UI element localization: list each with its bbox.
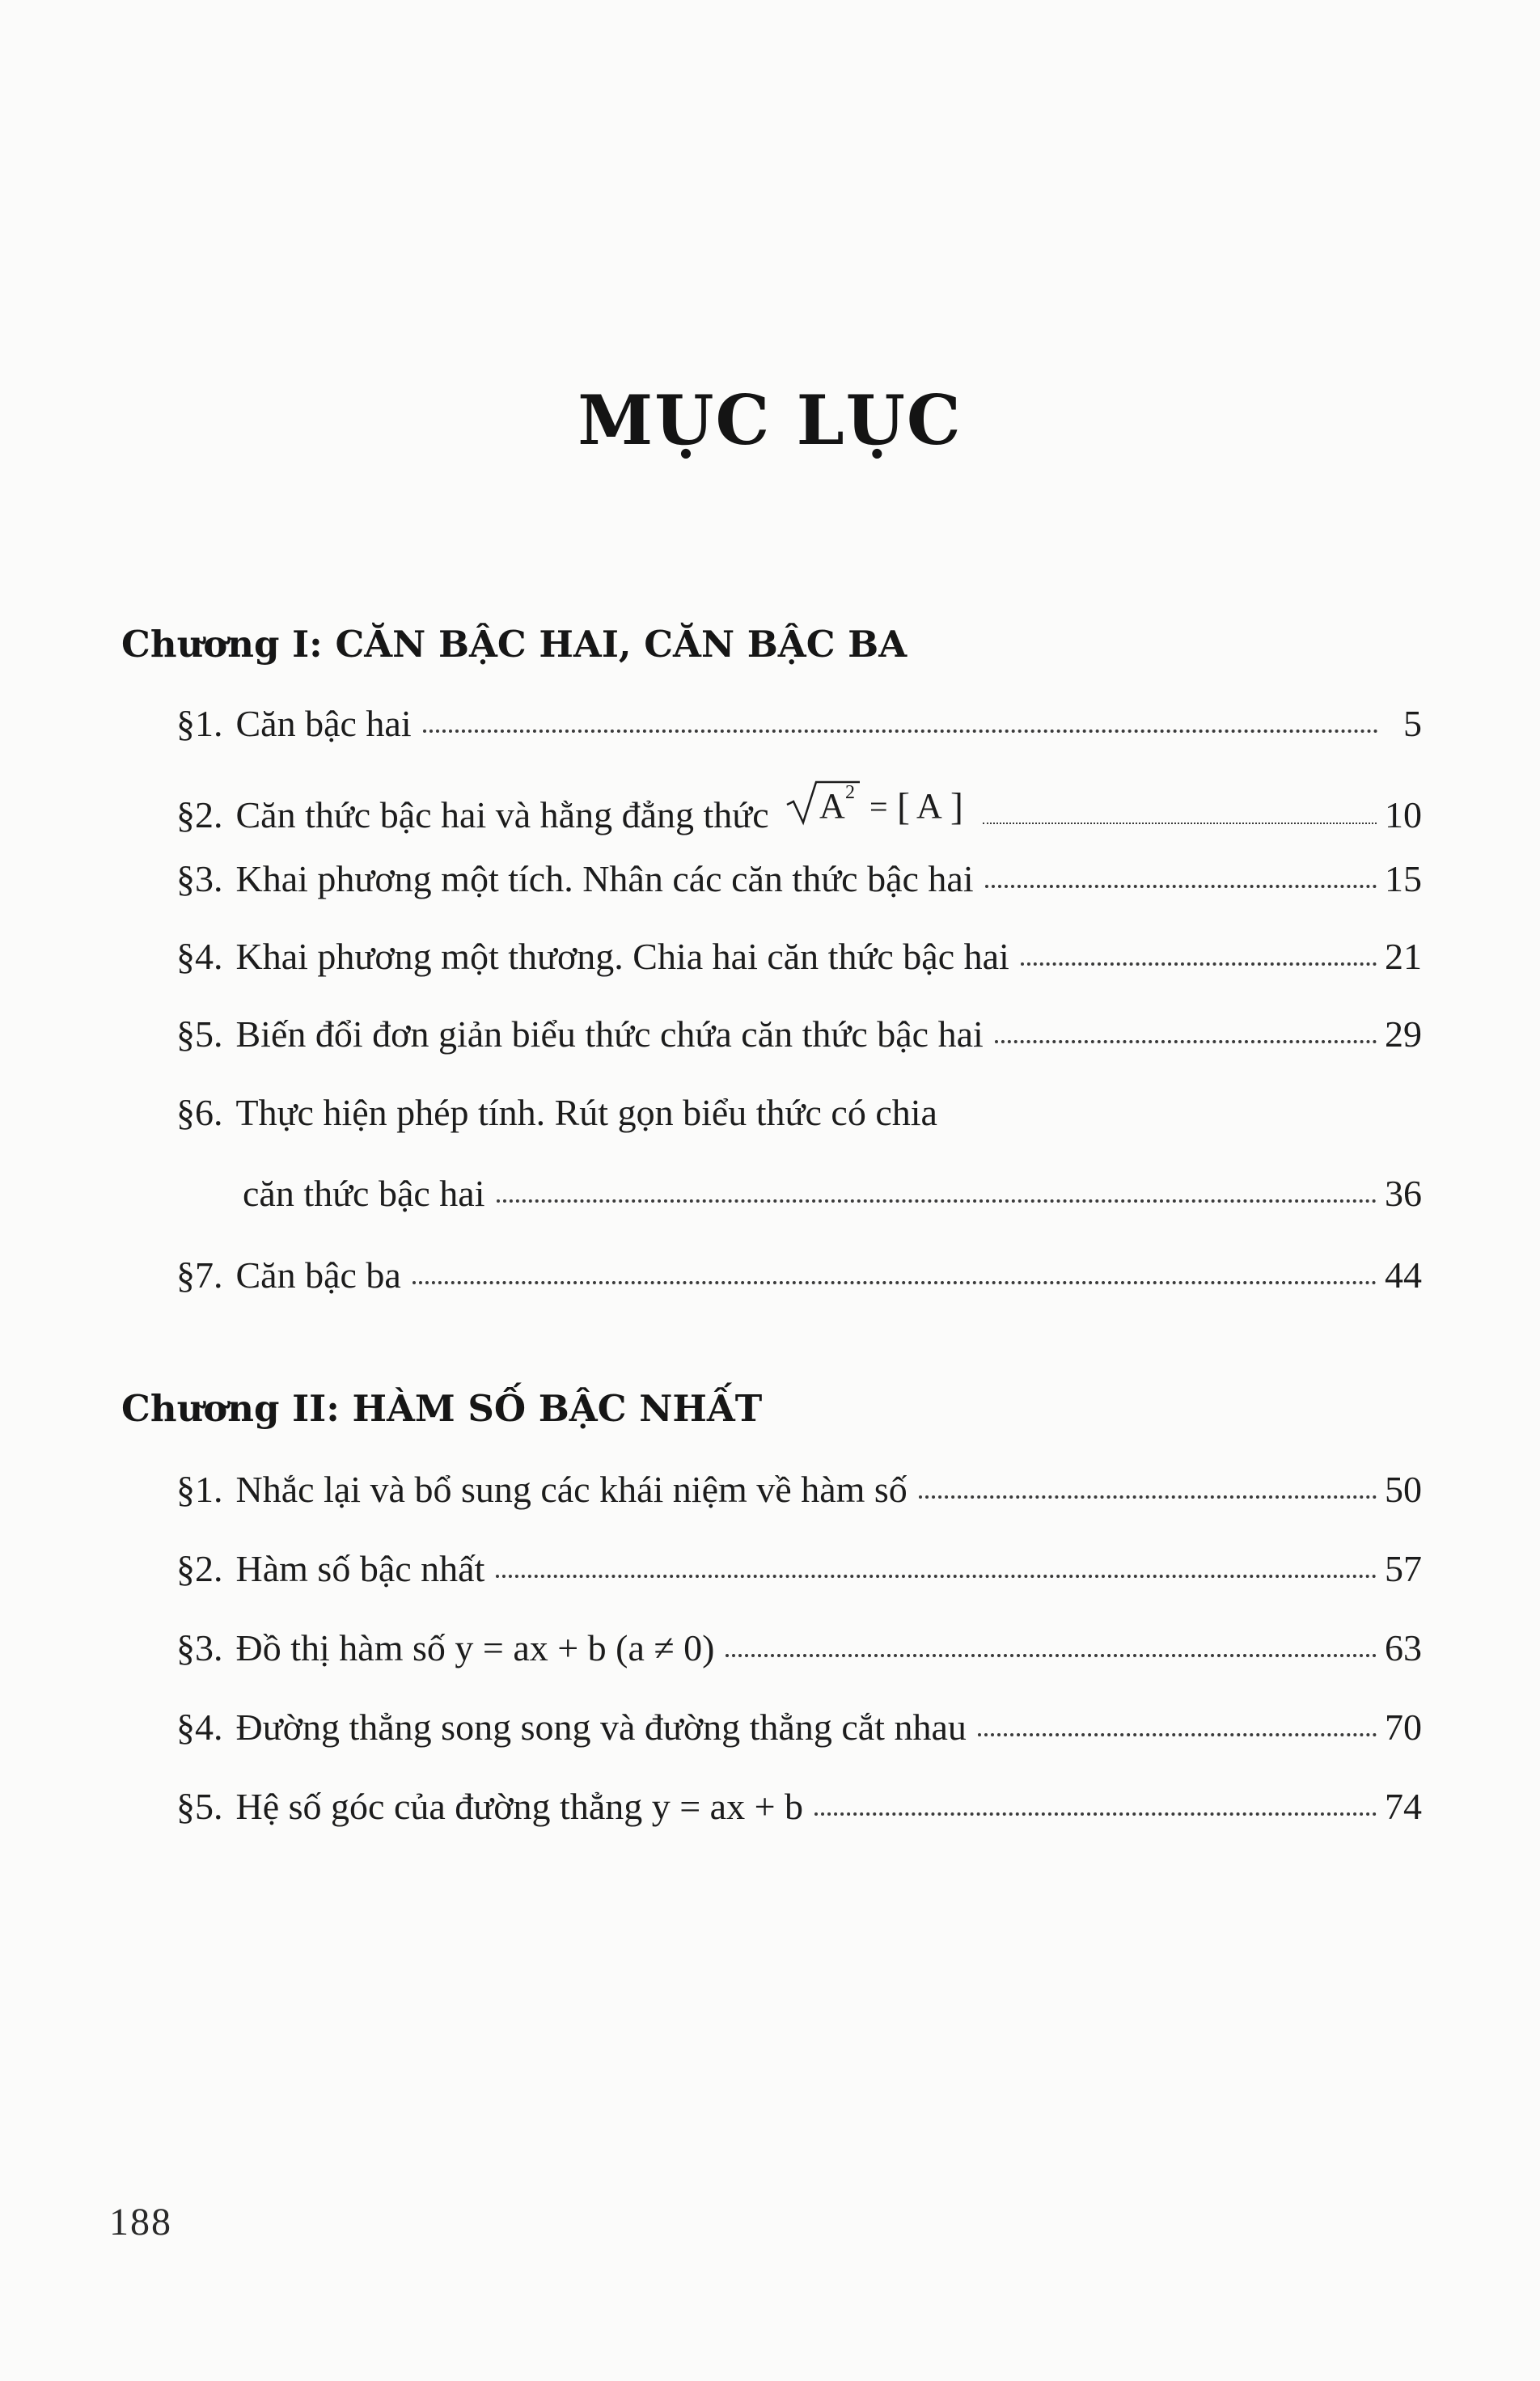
toc-entry-continuation bbox=[243, 1169, 1422, 1218]
leader-dots bbox=[978, 1732, 1377, 1736]
section-number: §2. bbox=[176, 1548, 223, 1589]
leader-dots bbox=[1021, 962, 1377, 966]
section-title: Căn bậc hai bbox=[235, 703, 412, 744]
svg-text:2: 2 bbox=[844, 782, 855, 803]
page-number: 188 bbox=[109, 2201, 172, 2244]
leader-dots bbox=[423, 729, 1378, 733]
section-number: §7. bbox=[176, 1254, 223, 1296]
section-number: §2. bbox=[176, 794, 223, 835]
toc-entry bbox=[176, 1703, 1422, 1752]
leader-dots bbox=[919, 1495, 1377, 1499]
section-title: Hàm số bậc nhất bbox=[235, 1548, 485, 1589]
section-title: Đồ thị hàm số y = ax + b (a ≠ 0) bbox=[235, 1627, 715, 1668]
chapter-heading: Chương II: HÀM SỐ BẬC NHẤT bbox=[121, 1387, 763, 1430]
section-number: §5. bbox=[176, 1786, 223, 1827]
section-title: Biến đổi đơn giản biểu thức chứa căn thức bậc hai bbox=[235, 1013, 984, 1055]
toc-entry bbox=[176, 933, 1422, 981]
leader-dots bbox=[814, 1812, 1377, 1816]
page-ref: 44 bbox=[1385, 1254, 1422, 1296]
toc-entry bbox=[176, 1465, 1422, 1514]
section-title: Căn bậc ba bbox=[235, 1254, 401, 1296]
page-title: MỤC LỤC bbox=[578, 380, 962, 460]
toc-entry bbox=[176, 1251, 1422, 1300]
svg-text:]: ] bbox=[950, 785, 963, 827]
toc-entry bbox=[176, 1783, 1422, 1831]
section-number: §6. bbox=[176, 1092, 223, 1133]
section-number: §3. bbox=[176, 858, 223, 899]
leader-dots bbox=[985, 884, 1377, 888]
section-title: Khai phương một tích. Nhân các căn thức bậc hai bbox=[235, 858, 974, 899]
leader-dots bbox=[726, 1653, 1377, 1657]
section-title: Khai phương một thương. Chia hai căn thức bậc hai bbox=[235, 936, 1009, 977]
page-ref: 70 bbox=[1385, 1706, 1422, 1748]
leader-dots bbox=[497, 1199, 1377, 1203]
formula bbox=[785, 777, 971, 827]
section-number: §1. bbox=[176, 703, 223, 744]
svg-text:A: A bbox=[916, 786, 942, 826]
section-number: §3. bbox=[176, 1627, 223, 1668]
section-title: Đường thẳng song song và đường thẳng cắt nhau bbox=[235, 1706, 967, 1748]
leader-dots bbox=[496, 1574, 1377, 1578]
section-title: Nhắc lại và bổ sung các khái niệm về hàm số bbox=[235, 1469, 908, 1510]
page-ref: 36 bbox=[1385, 1173, 1422, 1214]
page-ref: 74 bbox=[1385, 1786, 1422, 1827]
section-title-continuation: căn thức bậc hai bbox=[243, 1173, 485, 1214]
toc-entry bbox=[176, 855, 1422, 903]
sqrt-abs-formula-icon bbox=[785, 777, 971, 827]
page-ref: 57 bbox=[1385, 1548, 1422, 1589]
section-title: Căn thức bậc hai và hằng đẳng thức bbox=[235, 794, 769, 835]
svg-text:=: = bbox=[869, 789, 888, 825]
section-number: §4. bbox=[176, 936, 223, 977]
toc-entry bbox=[176, 777, 1422, 839]
toc-entry bbox=[176, 1010, 1422, 1059]
section-number: §1. bbox=[176, 1469, 223, 1510]
leader-dots bbox=[983, 822, 1377, 824]
page-ref: 63 bbox=[1385, 1627, 1422, 1668]
chapter-heading: Chương I: CĂN BẬC HAI, CĂN BẬC BA bbox=[121, 623, 908, 666]
section-number: §5. bbox=[176, 1013, 223, 1055]
page-ref: 50 bbox=[1385, 1469, 1422, 1510]
toc-entry bbox=[176, 1089, 1422, 1137]
toc-entry bbox=[176, 1545, 1422, 1593]
section-title: Thực hiện phép tính. Rút gọn biểu thức có chia bbox=[235, 1092, 937, 1133]
page-ref: 29 bbox=[1385, 1013, 1422, 1055]
toc-entry bbox=[176, 700, 1422, 748]
page-ref: 21 bbox=[1385, 936, 1422, 977]
section-title: Hệ số góc của đường thẳng y = ax + b bbox=[235, 1786, 804, 1827]
toc-entry bbox=[176, 1624, 1422, 1673]
svg-text:A: A bbox=[819, 786, 845, 826]
leader-dots bbox=[412, 1280, 1377, 1284]
page-ref: 5 bbox=[1403, 703, 1422, 744]
page-ref: 15 bbox=[1385, 858, 1422, 899]
leader-dots bbox=[995, 1039, 1377, 1043]
section-number: §4. bbox=[176, 1706, 223, 1748]
svg-text:[: [ bbox=[896, 785, 910, 827]
page-ref: 10 bbox=[1385, 794, 1422, 835]
